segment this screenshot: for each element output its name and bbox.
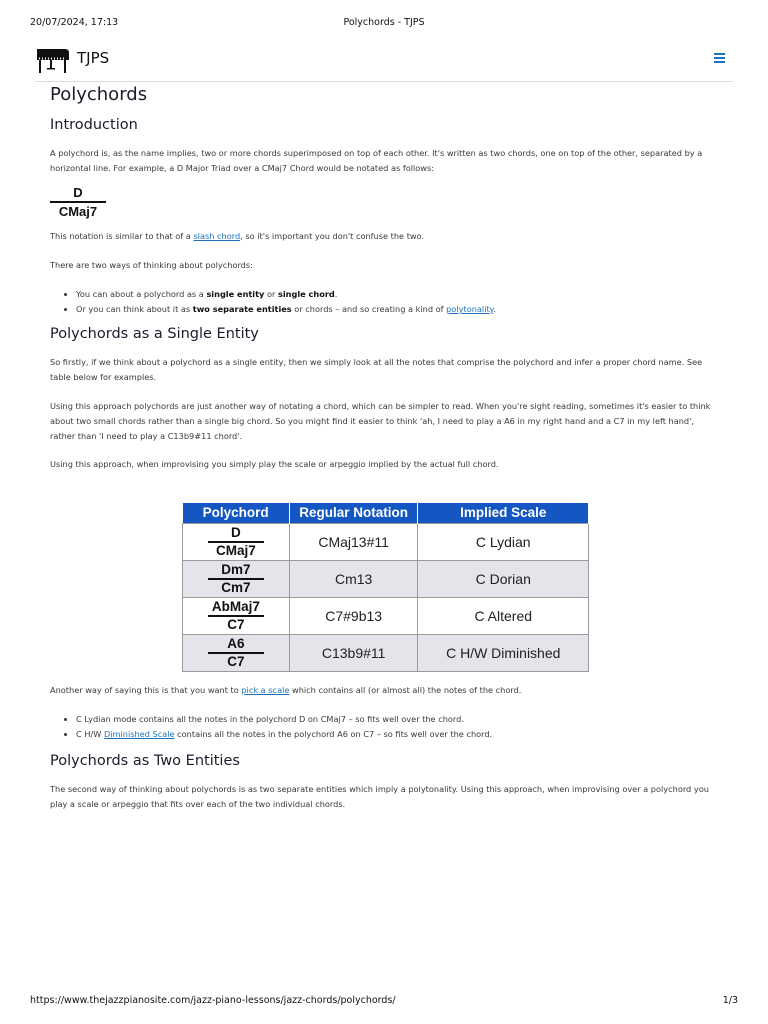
article-content-continued bbox=[50, 683, 718, 812]
text-run: contains all the notes in the polychord A6 on C7 – so fits well over the chord. bbox=[174, 729, 493, 739]
polychord-top-chord: A6 bbox=[227, 635, 245, 651]
table-header-cell: Regular Notation bbox=[289, 503, 418, 523]
implied-scale-cell: C H/W Diminished bbox=[418, 634, 589, 671]
bold-term: single entity bbox=[206, 289, 265, 299]
site-logo-text[interactable]: TJPS bbox=[77, 49, 110, 67]
two-entities-paragraph-1: The second way of thinking about polychords is as two separate entities which imply a polytonality. Using this approach, when improvising over a polychord you play a scale or arpeggio that fits over each of the two individual chords. bbox=[50, 784, 709, 809]
print-header bbox=[30, 17, 738, 29]
text-run: . bbox=[493, 304, 496, 314]
print-url: https://www.thejazzpianosite.com/jazz-piano-lessons/jazz-chords/polychords/ bbox=[30, 995, 396, 1006]
polychord-table bbox=[182, 503, 589, 672]
polychord-bottom-chord: C7 bbox=[227, 653, 245, 669]
text-run: . bbox=[334, 289, 338, 299]
slash-chord-link[interactable]: slash chord bbox=[193, 231, 241, 241]
table-row bbox=[183, 597, 589, 634]
text-run: , so it's important you don't confuse the two. bbox=[240, 231, 425, 241]
site-header bbox=[35, 40, 733, 82]
print-date: 20/07/2024, 17:13 bbox=[30, 17, 119, 28]
page-title: Polychords bbox=[50, 84, 148, 105]
single-entity-paragraph-1: So firstly, if we think about a polychord as a single entity, then we simply look at all the notes that comprise the polychord and infer a proper chord name. See table below for examples. bbox=[50, 357, 703, 382]
print-page-number: 1/3 bbox=[722, 995, 738, 1006]
polychord-top-chord: D bbox=[73, 185, 83, 200]
polychord-top-chord: D bbox=[231, 524, 241, 540]
single-entity-paragraph-4 bbox=[50, 683, 718, 698]
polychord-example-figure bbox=[50, 186, 106, 219]
diminished-scale-link[interactable]: Diminished Scale bbox=[103, 729, 175, 739]
list-item bbox=[76, 302, 718, 317]
implied-scale-cell: C Altered bbox=[418, 597, 589, 634]
table-row bbox=[183, 634, 589, 671]
text-run: This notation is similar to that of a bbox=[50, 231, 194, 241]
section-heading-introduction: Introduction bbox=[50, 117, 138, 133]
list-item bbox=[76, 727, 718, 742]
list-item bbox=[76, 287, 718, 302]
implied-scale-cell: C Lydian bbox=[418, 523, 589, 560]
polychord-top-chord: Dm7 bbox=[221, 561, 251, 577]
regular-notation-cell: CMaj13#11 bbox=[289, 523, 418, 560]
table-header-cell: Polychord bbox=[183, 503, 290, 523]
print-page-title: Polychords - TJPS bbox=[343, 17, 425, 28]
intro-paragraph-1: A polychord is, as the name implies, two or more chords superimposed on top of each other. It's written as two chords, one on top of the other, separated by a horizontal line. For example, a D Major Triad over a CMaj7 Chord would be notated as follows: bbox=[50, 148, 703, 173]
intro-paragraph-2 bbox=[50, 229, 718, 244]
polychord-divider bbox=[50, 201, 106, 203]
regular-notation-cell: C13b9#11 bbox=[289, 634, 418, 671]
text-run: You can about a polychord as a bbox=[76, 289, 207, 299]
text-run: C H/W bbox=[76, 729, 104, 739]
single-entity-paragraph-2: Using this approach polychords are just another way of notating a chord, which can be simpler to read. When you're sight reading, sometimes it's easier to think about two small chords rather than a single big chord. So you might find it easier to think 'ah, I need to play a A6 in my right hand and a C7 in my left hand', rather than 'I need to play a C13b9#11 chord'. bbox=[50, 401, 711, 441]
bold-term: single chord bbox=[277, 289, 335, 299]
bold-term: two separate entities bbox=[192, 304, 292, 314]
regular-notation-cell: Cm13 bbox=[289, 560, 418, 597]
pick-a-scale-link[interactable]: pick a scale bbox=[241, 685, 290, 695]
polychord-cell bbox=[183, 523, 290, 560]
polychord-cell bbox=[183, 634, 290, 671]
text-run: which contains all (or almost all) the notes of the chord. bbox=[289, 685, 522, 695]
grand-piano-icon[interactable] bbox=[35, 45, 71, 75]
text-run: or bbox=[264, 289, 278, 299]
text-run: Another way of saying this is that you want to bbox=[50, 685, 242, 695]
polychord-cell bbox=[183, 560, 290, 597]
text-run: Or you can think about it as bbox=[76, 304, 193, 314]
hamburger-menu-icon[interactable] bbox=[714, 53, 725, 63]
section-heading-two-entities: Polychords as Two Entities bbox=[50, 753, 240, 769]
section-heading-single-entity: Polychords as a Single Entity bbox=[50, 326, 259, 342]
polychord-bottom-chord: Cm7 bbox=[221, 579, 251, 595]
polychord-bottom-chord: C7 bbox=[227, 616, 245, 632]
polychord-bottom-chord: CMaj7 bbox=[58, 204, 98, 219]
text-run: or chords – and so creating a kind of bbox=[291, 304, 447, 314]
regular-notation-cell: C7#9b13 bbox=[289, 597, 418, 634]
intro-paragraph-3: There are two ways of thinking about polychords: bbox=[50, 260, 253, 270]
table-row bbox=[183, 560, 589, 597]
table-row bbox=[183, 523, 589, 560]
ways-list bbox=[76, 287, 718, 317]
list-item: • C Lydian mode contains all the notes in the polychord D on CMaj7 – so fits well over the chord. bbox=[76, 712, 718, 727]
polychord-bottom-chord: CMaj7 bbox=[216, 542, 256, 558]
single-entity-paragraph-3: Using this approach, when improvising you simply play the scale or arpeggio implied by the actual full chord. bbox=[50, 459, 499, 469]
polychord-cell bbox=[183, 597, 290, 634]
article-content bbox=[50, 84, 718, 472]
table-header-cell: Implied Scale bbox=[418, 503, 589, 523]
scale-examples-list bbox=[76, 712, 718, 742]
polytonality-link[interactable]: polytonality bbox=[446, 304, 494, 314]
polychord-top-chord: AbMaj7 bbox=[211, 598, 260, 614]
implied-scale-cell: C Dorian bbox=[418, 560, 589, 597]
table-header-row bbox=[183, 503, 589, 523]
